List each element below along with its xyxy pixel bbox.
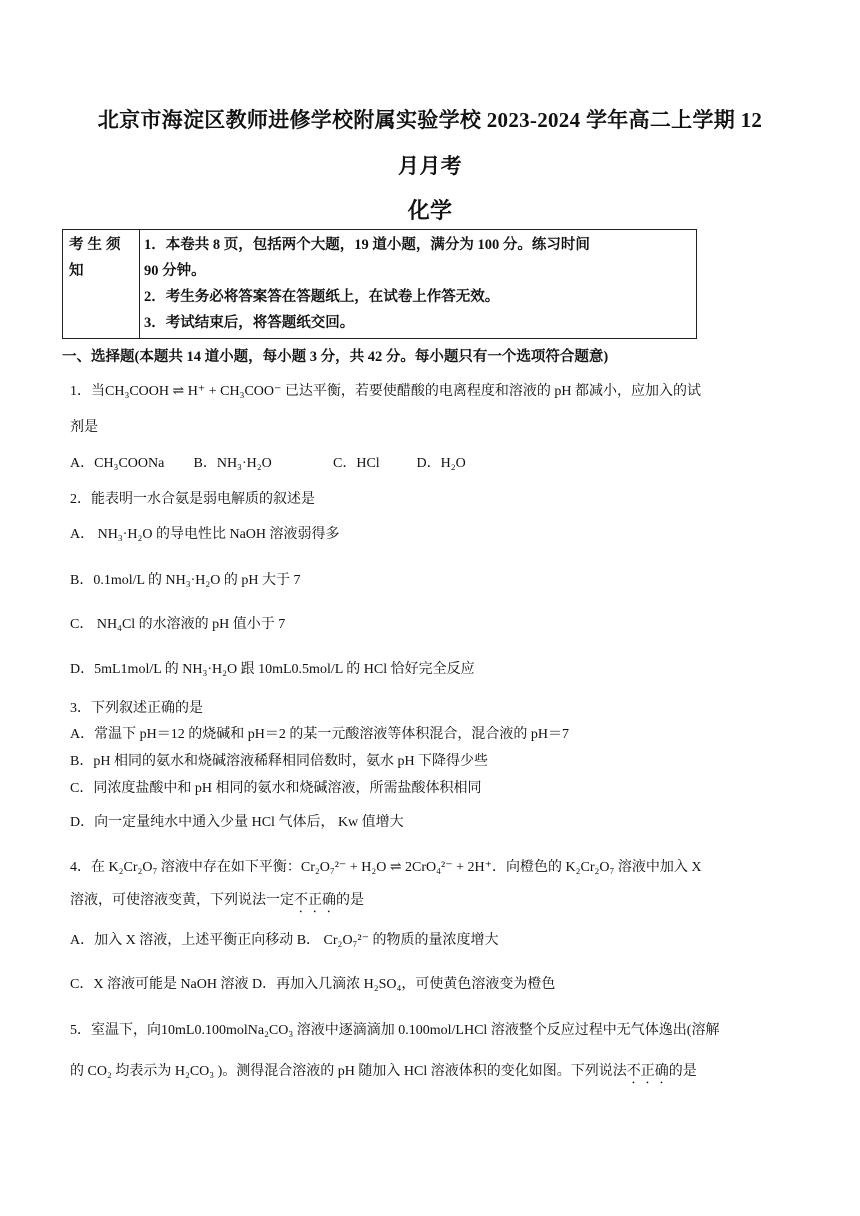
q1-option-d: D．H₂O — [416, 456, 466, 471]
q2-option-b: B．0.1mol/L 的 NH₃·H₂O 的 pH 大于 7 — [70, 573, 301, 588]
q5-emphasis-not-correct: 不正确 — [626, 1064, 669, 1079]
q1-option-c: C．HCl — [333, 456, 380, 471]
q4-emphasis-not-correct: 不正确 — [294, 893, 336, 908]
exam-title-line1: 北京市海淀区教师进修学校附属实验学校 2023-2024 学年高二上学期 12 — [97, 108, 763, 132]
exam-title-line2: 月月考 — [398, 154, 462, 178]
q5-stem-pre: 的 CO₂ 均表示为 H₂CO₃ )。测得混合溶液的 pH 随加入 HCl 溶液体积的变化如图。下列说法 — [70, 1064, 627, 1079]
q2-option-c: C． NH₄Cl 的水溶液的 pH 值小于 7 — [70, 617, 286, 632]
q4-options-cd: C．X 溶液可能是 NaOH 溶液 D．再加入几滴浓 H₂SO₄，可使黄色溶液变为橙色 — [70, 977, 556, 992]
q5-stem-line1: 5．室温下，向10mL0.100molNa₂CO₃ 溶液中逐滴滴加 0.100mol/LHCl 溶液整个反应过程中无气体逸出(溶解 — [70, 1023, 720, 1038]
notice-item-3: 3．考试结束后，将答题纸交回。 — [144, 315, 355, 331]
q2-option-a: A． NH₃·H₂O 的导电性比 NaOH 溶液弱得多 — [70, 527, 340, 542]
q4-stem-pre: 溶液，可使溶液变黄，下列说法一定 — [70, 893, 294, 908]
notice-item-1-cont: 90 分钟。 — [144, 263, 206, 279]
q3-option-a: A．常温下 pH＝12 的烧碱和 pH＝2 的某一元酸溶液等体积混合，混合液的 pH＝7 — [70, 727, 569, 742]
notice-label: 考生须知 — [63, 230, 140, 339]
q3-option-c: C．同浓度盐酸中和 pH 相同的氨水和烧碱溶液，所需盐酸体积相同 — [70, 781, 482, 796]
q3-option-d: D．向一定量纯水中通入少量 HCl 气体后， Kw 值增大 — [70, 815, 404, 830]
q5-stem-post: 的是 — [668, 1064, 697, 1079]
notice-items — [140, 230, 697, 339]
q1-stem-line2: 剂是 — [70, 420, 98, 435]
q1-stem-line1: 1．当CH₃COOH ⇌ H⁺ + CH₃COO⁻ 已达平衡，若要使醋酸的电离程度和溶液的 pH 都减小，应加入的试 — [70, 384, 702, 399]
q4-options-ab: A．加入 X 溶液，上述平衡正向移动 B． Cr₂O₇²⁻ 的物质的量浓度增大 — [70, 933, 499, 948]
q1-option-a: A．CH₃COONa — [70, 456, 165, 471]
q2-stem: 2．能表明一水合氨是弱电解质的叙述是 — [70, 492, 315, 507]
q5-stem-line2 — [70, 1060, 697, 1087]
candidate-notice-table — [62, 229, 697, 339]
notice-item-1: 1．本卷共 8 页，包括两个大题，19 道小题，满分为 100 分。练习时间 — [144, 237, 590, 253]
q4-stem-line2 — [70, 889, 364, 916]
q1-options — [70, 452, 466, 472]
q3-option-b: B．pH 相同的氨水和烧碱溶液稀释相同倍数时，氨水 pH 下降得少些 — [70, 754, 489, 769]
q3-stem: 3．下列叙述正确的是 — [70, 701, 203, 716]
q1-option-b: B．NH₃·H₂O — [193, 456, 272, 471]
subject-title: 化学 — [407, 198, 453, 223]
section-heading: 一、选择题(本题共 14 道小题，每小题 3 分，共 42 分。每小题只有一个选项符合题意) — [62, 349, 609, 365]
q4-stem-post: 的是 — [336, 893, 364, 908]
q4-stem-line1: 4．在 K₂Cr₂O₇ 溶液中存在如下平衡：Cr₂O₇²⁻ + H₂O ⇌ 2CrO₄²⁻ + 2H⁺．向橙色的 K₂Cr₂O₇ 溶液中加入 X — [70, 860, 702, 875]
q2-option-d: D．5mL1mol/L 的 NH₃·H₂O 跟 10mL0.5mol/L 的 HCl 恰好完全反应 — [70, 662, 475, 677]
notice-item-2: 2．考生务必将答案答在答题纸上，在试卷上作答无效。 — [144, 289, 500, 305]
